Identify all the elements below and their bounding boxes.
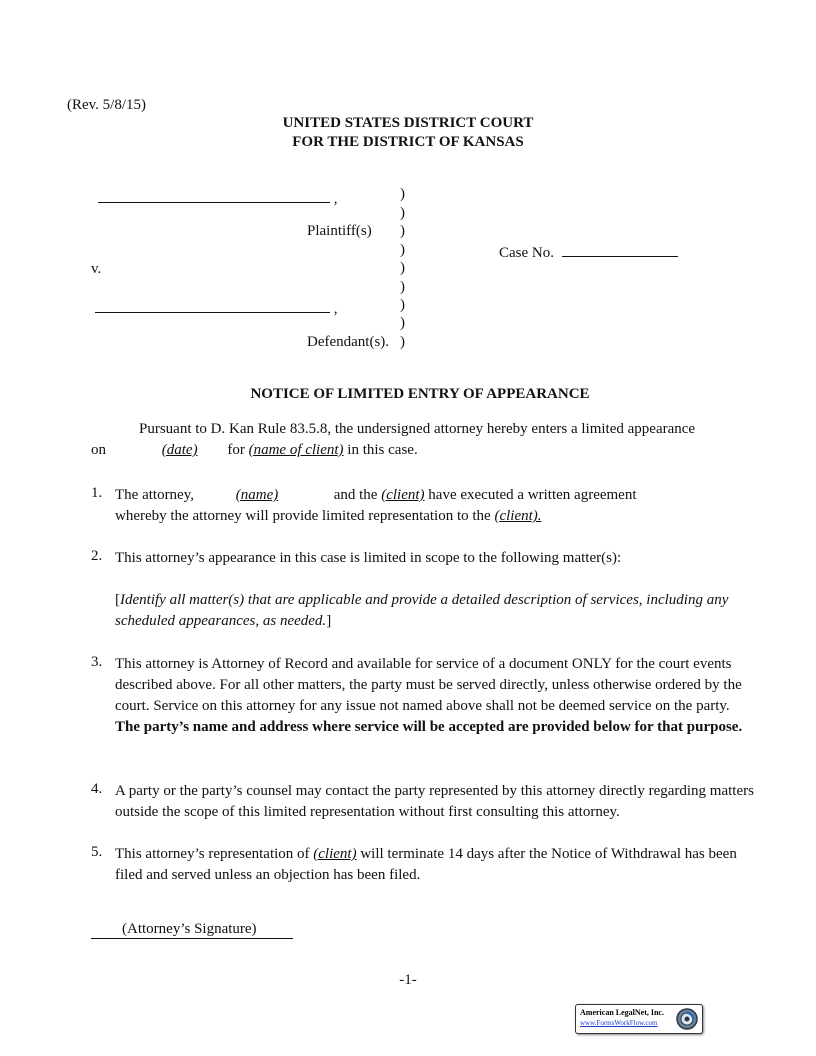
bracket: [ xyxy=(115,592,120,608)
item-5-text xyxy=(115,844,755,886)
comma: , xyxy=(333,191,338,207)
date-field[interactable]: (date) xyxy=(161,442,198,458)
logo-url[interactable]: www.FormsWorkFlow.com xyxy=(580,1019,658,1027)
plaintiff-label: Plaintiff(s) xyxy=(307,223,372,239)
caption-paren: ) xyxy=(400,242,405,258)
item-text: will terminate 14 days after the Notice of Withdrawal has been filed and served unless an objection has been filed. xyxy=(115,846,737,883)
case-number-field[interactable] xyxy=(499,242,678,262)
signature-line[interactable] xyxy=(91,921,293,939)
item-number: 1. xyxy=(91,485,103,501)
item-text: The attorney, xyxy=(115,487,194,503)
page-number: -1- xyxy=(399,972,417,988)
item-4-text: A party or the party’s counsel may contact the party represented by this attorney directly regarding matters outside the scope of this limited representation without first consulting this attorney. xyxy=(115,783,754,820)
court-district: FOR THE DISTRICT OF KANSAS xyxy=(292,134,524,150)
intro-for: for xyxy=(227,442,245,458)
instruction-text: Identify all matter(s) that are applicable and provide a detailed description of services, including any scheduled appearances, as needed. xyxy=(115,592,729,629)
caption-paren: ) xyxy=(400,260,405,276)
defendant-label: Defendant(s). xyxy=(307,334,390,350)
versus-label: v. xyxy=(91,261,102,277)
notice-title: NOTICE OF LIMITED ENTRY OF APPEARANCE xyxy=(250,386,590,402)
item-text: whereby the attorney will provide limited representation to the xyxy=(115,508,491,524)
plaintiff-name-line[interactable] xyxy=(98,188,338,208)
item-2-instructions[interactable] xyxy=(115,590,760,632)
revision-date: (Rev. 5/8/15) xyxy=(67,97,147,113)
case-number-label: Case No. xyxy=(499,245,554,261)
case-number-line[interactable] xyxy=(562,242,678,257)
caption-paren: ) xyxy=(400,279,405,295)
intro-line2 xyxy=(91,442,418,459)
item-bold-text: The party’s name and address where service will be accepted are provided below for that purpose. xyxy=(115,719,743,735)
client-field[interactable]: (client). xyxy=(494,508,542,524)
item-3-text xyxy=(115,654,755,738)
comma: , xyxy=(333,301,338,317)
court-name: UNITED STATES DISTRICT COURT xyxy=(282,115,534,131)
client-name-field[interactable]: (name of client) xyxy=(248,442,344,458)
defendant-name-line[interactable] xyxy=(95,298,338,318)
caption-paren: ) xyxy=(400,334,405,350)
globe-icon xyxy=(675,1007,699,1031)
signature-label: (Attorney’s Signature) xyxy=(122,921,257,937)
attorney-name-field[interactable]: (name) xyxy=(235,487,279,503)
caption-paren: ) xyxy=(400,297,405,313)
item-number: 2. xyxy=(91,548,103,564)
client-field[interactable]: (client) xyxy=(313,846,357,862)
client-field[interactable]: (client) xyxy=(381,487,425,503)
caption-paren: ) xyxy=(400,315,405,331)
item-number: 5. xyxy=(91,844,103,860)
forms-workflow-logo[interactable] xyxy=(575,1004,703,1034)
item-2-text: This attorney’s appearance in this case is limited in scope to the following matter(s): xyxy=(115,550,622,566)
bracket: ] xyxy=(326,613,332,629)
item-text: This attorney’s representation of xyxy=(115,846,310,862)
item-text: This attorney is Attorney of Record and available for service of a document ONLY for the court events described above. For all other matters, the party must be served directly, unless otherwise ordered by the court. Service on this attorney for any issue not named above shall not be deemed service on the party. xyxy=(115,656,742,714)
caption-paren: ) xyxy=(400,223,405,239)
item-number: 3. xyxy=(91,654,103,670)
item-number: 4. xyxy=(91,781,103,797)
caption-paren: ) xyxy=(400,205,405,221)
intro-text: Pursuant to D. Kan Rule 83.5.8, the undersigned attorney hereby enters a limited appearance xyxy=(139,421,696,437)
item-text: and the xyxy=(333,487,378,503)
intro-on: on xyxy=(91,442,106,458)
logo-company-name: American LegalNet, Inc. xyxy=(580,1008,664,1017)
intro-end: in this case. xyxy=(347,442,418,458)
caption-paren: ) xyxy=(400,186,405,202)
item-text: have executed a written agreement xyxy=(428,487,637,503)
item-1-text xyxy=(115,485,755,527)
